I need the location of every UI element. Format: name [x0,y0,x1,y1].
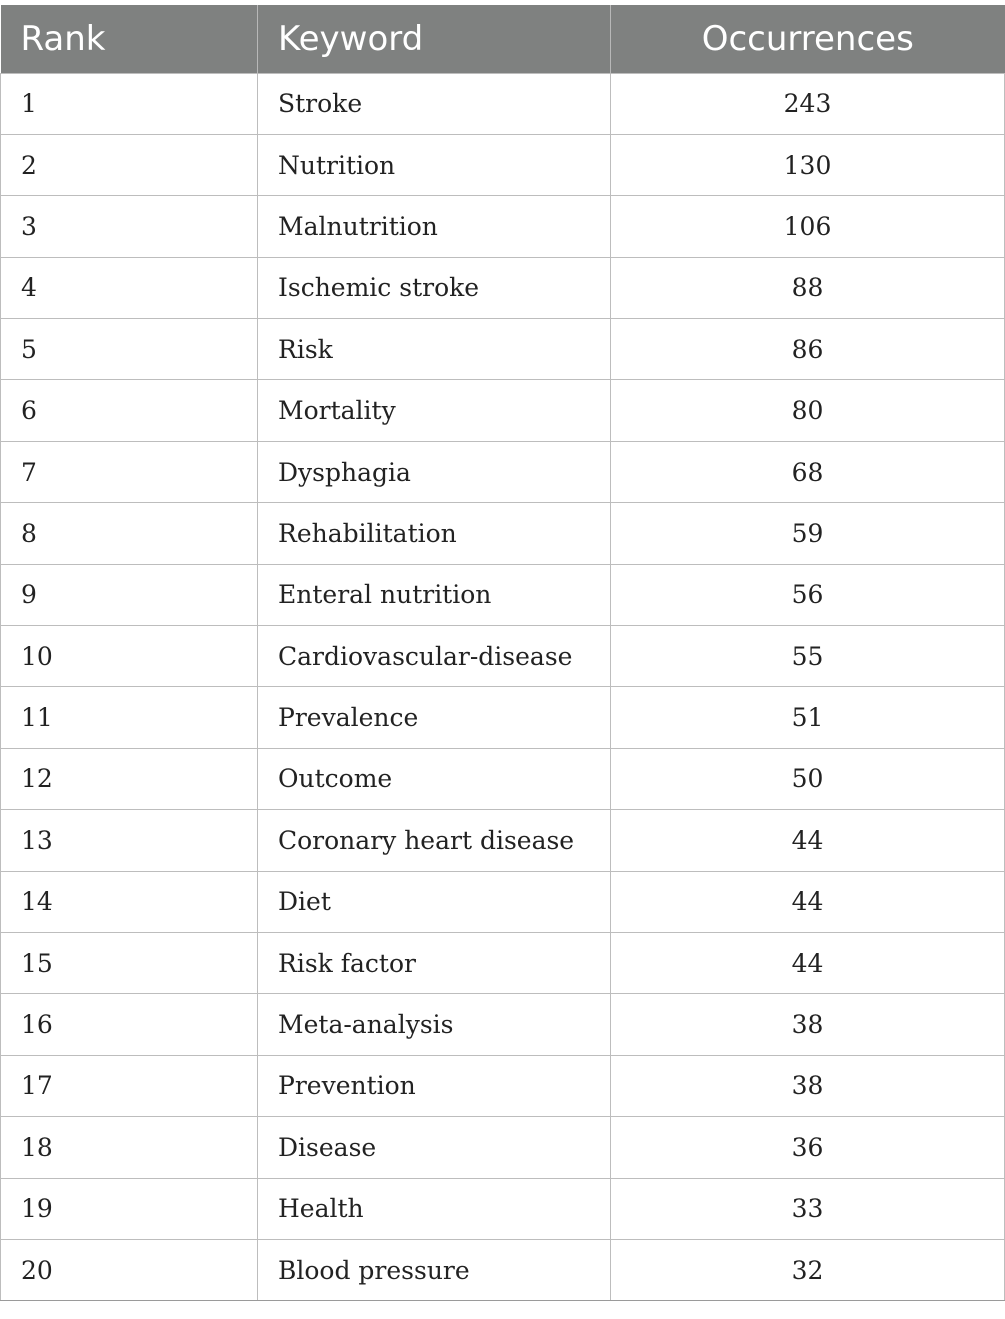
cell-occurrences: 32 [611,1239,1005,1300]
cell-occurrences: 68 [611,441,1005,502]
cell-keyword: Enteral nutrition [258,564,611,625]
table-row [1,626,1005,687]
cell-occurrences: 44 [611,810,1005,871]
table-row [1,73,1005,134]
cell-keyword: Risk [258,319,611,380]
cell-occurrences: 44 [611,871,1005,932]
table-body [1,73,1005,1301]
table-row [1,441,1005,502]
cell-keyword: Ischemic stroke [258,257,611,318]
cell-occurrences: 44 [611,932,1005,993]
cell-keyword: Health [258,1178,611,1239]
cell-rank: 16 [1,994,258,1055]
table-row [1,564,1005,625]
table-row [1,1055,1005,1116]
keyword-table-container [0,5,1005,1301]
cell-occurrences: 38 [611,1055,1005,1116]
cell-rank: 5 [1,319,258,380]
cell-rank: 13 [1,810,258,871]
table-row [1,748,1005,809]
cell-rank: 20 [1,1239,258,1300]
table-row [1,871,1005,932]
cell-keyword: Diet [258,871,611,932]
table-row [1,503,1005,564]
cell-occurrences: 130 [611,134,1005,195]
cell-occurrences: 80 [611,380,1005,441]
header-keyword: Keyword [258,5,611,73]
cell-rank: 14 [1,871,258,932]
cell-keyword: Risk factor [258,932,611,993]
cell-rank: 10 [1,626,258,687]
keyword-table [0,5,1005,1301]
cell-keyword: Prevention [258,1055,611,1116]
cell-occurrences: 33 [611,1178,1005,1239]
cell-occurrences: 59 [611,503,1005,564]
cell-rank: 2 [1,134,258,195]
table-row [1,134,1005,195]
table-row [1,257,1005,318]
cell-rank: 6 [1,380,258,441]
table-row [1,994,1005,1055]
cell-occurrences: 36 [611,1117,1005,1178]
cell-keyword: Blood pressure [258,1239,611,1300]
table-row [1,1239,1005,1300]
header-occurrences: Occurrences [611,5,1005,73]
cell-keyword: Malnutrition [258,196,611,257]
cell-rank: 17 [1,1055,258,1116]
cell-occurrences: 51 [611,687,1005,748]
table-row [1,380,1005,441]
cell-keyword: Outcome [258,748,611,809]
cell-keyword: Cardiovascular-disease [258,626,611,687]
cell-rank: 7 [1,441,258,502]
cell-occurrences: 56 [611,564,1005,625]
cell-keyword: Dysphagia [258,441,611,502]
table-row [1,1117,1005,1178]
cell-rank: 12 [1,748,258,809]
cell-keyword: Mortality [258,380,611,441]
cell-occurrences: 88 [611,257,1005,318]
table-header [1,5,1005,73]
table-row [1,1178,1005,1239]
cell-rank: 1 [1,73,258,134]
cell-occurrences: 50 [611,748,1005,809]
table-row [1,687,1005,748]
cell-keyword: Disease [258,1117,611,1178]
cell-occurrences: 86 [611,319,1005,380]
cell-occurrences: 106 [611,196,1005,257]
cell-rank: 18 [1,1117,258,1178]
header-row [1,5,1005,73]
cell-rank: 9 [1,564,258,625]
cell-keyword: Stroke [258,73,611,134]
cell-rank: 4 [1,257,258,318]
cell-rank: 3 [1,196,258,257]
table-row [1,319,1005,380]
cell-rank: 15 [1,932,258,993]
cell-occurrences: 38 [611,994,1005,1055]
header-rank: Rank [1,5,258,73]
cell-keyword: Rehabilitation [258,503,611,564]
cell-rank: 8 [1,503,258,564]
cell-keyword: Meta-analysis [258,994,611,1055]
cell-occurrences: 243 [611,73,1005,134]
cell-rank: 11 [1,687,258,748]
table-row [1,810,1005,871]
table-row [1,932,1005,993]
cell-rank: 19 [1,1178,258,1239]
cell-keyword: Nutrition [258,134,611,195]
cell-occurrences: 55 [611,626,1005,687]
cell-keyword: Coronary heart disease [258,810,611,871]
table-row [1,196,1005,257]
cell-keyword: Prevalence [258,687,611,748]
